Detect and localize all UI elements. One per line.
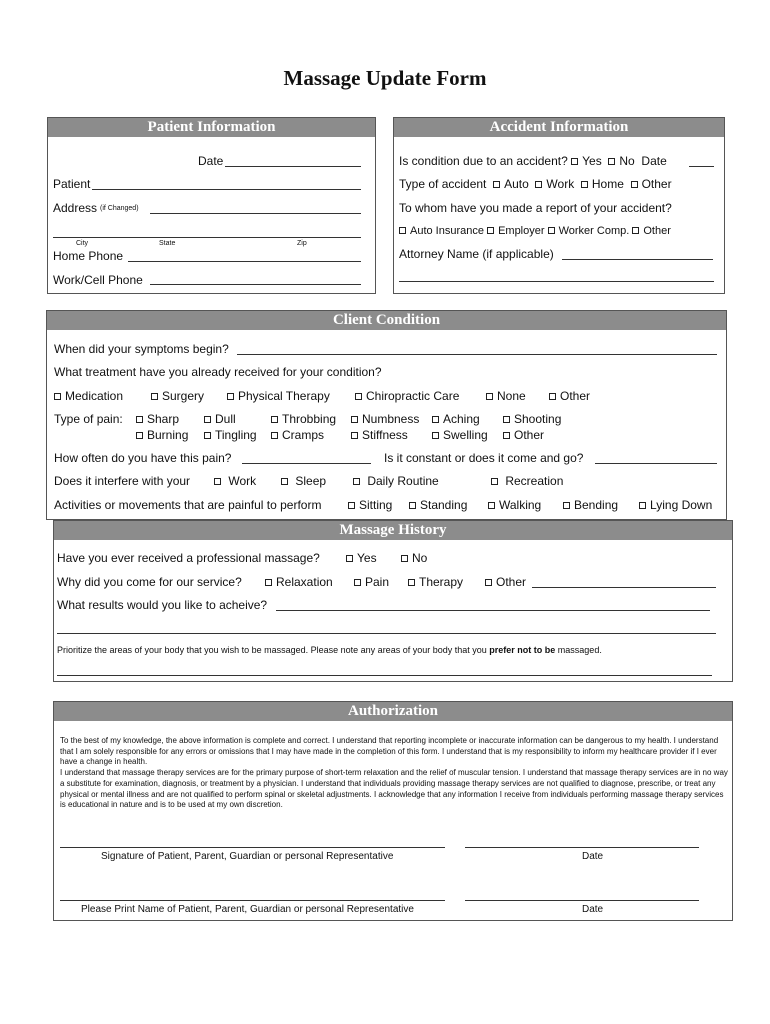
interfere-recreation: Recreation <box>491 474 563 488</box>
print-name-date-field[interactable] <box>465 900 699 901</box>
other-accident-checkbox[interactable] <box>631 181 638 188</box>
authorization-section <box>53 701 733 921</box>
sharp-checkbox[interactable] <box>136 416 143 423</box>
pain-throbbing: Throbbing <box>271 412 336 426</box>
treatment-physical-therapy: Physical Therapy <box>227 389 330 403</box>
results-label: What results would you like to acheive? <box>57 598 268 612</box>
massage-history-section <box>53 520 733 682</box>
accident-date-field[interactable] <box>689 166 714 167</box>
address-note: (if Changed) <box>100 205 139 212</box>
physical-therapy-checkbox[interactable] <box>227 393 234 400</box>
pain-reason-checkbox[interactable] <box>354 579 361 586</box>
report-options-row: Auto Insurance Employer Worker Comp. Other <box>399 224 671 238</box>
sitting-checkbox[interactable] <box>348 502 355 509</box>
pain-type-label: Type of pain: <box>54 412 123 426</box>
date-label: Date <box>198 154 224 168</box>
shooting-checkbox[interactable] <box>503 416 510 423</box>
home-phone-label: Home Phone <box>53 249 124 263</box>
yes-checkbox[interactable] <box>571 158 578 165</box>
activity-sitting: Sitting <box>348 498 392 512</box>
treatment-surgery: Surgery <box>151 389 204 403</box>
date-field[interactable] <box>225 166 361 167</box>
how-often-label: How often do you have this pain? <box>54 451 232 465</box>
authorization-paragraph-2: I understand that massage therapy services are for the primary purpose of short-term relaxation and the relief of muscular tension. I understand that massage therapy services are in no way a substitute for examination, diagnosis, or treatment by a physician. I understand that individuals providing massage therapy services are not qualified to diagnose, prescribe, or treat any physical or mental illness and are not qualified to perform spinal or skeletal adjustments. I acknowledge that any information I receive from individuals performing massage therapy services is educational in nature and is to be used at my own discretion. <box>60 768 728 810</box>
pain-shooting: Shooting <box>503 412 561 426</box>
no-checkbox[interactable] <box>608 158 615 165</box>
therapy-checkbox[interactable] <box>408 579 415 586</box>
why-therapy: Therapy <box>408 575 463 589</box>
other-report-checkbox[interactable] <box>632 227 639 234</box>
relaxation-checkbox[interactable] <box>265 579 272 586</box>
work-checkbox[interactable] <box>535 181 542 188</box>
medication-checkbox[interactable] <box>54 393 61 400</box>
cramps-checkbox[interactable] <box>271 432 278 439</box>
surgery-checkbox[interactable] <box>151 393 158 400</box>
pain-aching: Aching <box>432 412 480 426</box>
print-name-label: Please Print Name of Patient, Parent, Guardian or personal Representative <box>81 904 414 915</box>
treatment-label: What treatment have you already received for your condition? <box>54 365 382 379</box>
pain-other: Other <box>503 428 544 442</box>
report-question: To whom have you made a report of your accident? <box>399 201 672 215</box>
symptoms-field[interactable] <box>237 354 717 355</box>
tingling-checkbox[interactable] <box>204 432 211 439</box>
results-field-line2[interactable] <box>57 633 716 634</box>
other-treatment-checkbox[interactable] <box>549 393 556 400</box>
interfere-sleep-checkbox[interactable] <box>281 478 288 485</box>
attorney-label: Attorney Name (if applicable) <box>399 247 554 261</box>
activity-walking: Walking <box>488 498 541 512</box>
received-yes-checkbox[interactable] <box>346 555 353 562</box>
print-name-date-label: Date <box>582 904 604 915</box>
work-phone-field[interactable] <box>150 284 361 285</box>
why-other: Other <box>485 575 526 589</box>
swelling-checkbox[interactable] <box>432 432 439 439</box>
constant-label: Is it constant or does it come and go? <box>384 451 584 465</box>
pain-stiffness: Stiffness <box>351 428 408 442</box>
symptoms-label: When did your symptoms begin? <box>54 342 229 356</box>
treatment-other: Other <box>549 389 590 403</box>
pain-swelling: Swelling <box>432 428 488 442</box>
address-field[interactable] <box>150 213 361 214</box>
pain-dull: Dull <box>204 412 236 426</box>
signature-date-label: Date <box>582 851 604 862</box>
patient-information-section <box>47 117 376 294</box>
interfere-label: Does it interfere with your <box>54 474 191 488</box>
walking-checkbox[interactable] <box>488 502 495 509</box>
pain-numbness: Numbness <box>351 412 419 426</box>
results-field[interactable] <box>276 610 710 611</box>
why-other-field[interactable] <box>532 587 716 588</box>
attorney-field[interactable] <box>562 259 713 260</box>
patient-information-header: Patient Information <box>48 118 375 137</box>
why-pain: Pain <box>354 575 389 589</box>
authorization-paragraph-1: To the best of my knowledge, the above information is complete and correct. I understand that reporting incomplete or inaccurate information can be dangerous to my health. I understand that I am solely responsible for any errors or omissions that I may have made in the completion of this form. I understand that is my responsibility to inform my healthcare provider if I ever have a change in health. <box>60 736 719 767</box>
signature-field[interactable] <box>60 847 445 848</box>
city-label: City <box>76 240 89 247</box>
zip-label: Zip <box>297 240 307 247</box>
treatment-none: None <box>486 389 526 403</box>
stiffness-checkbox[interactable] <box>351 432 358 439</box>
treatment-chiropractic: Chiropractic Care <box>355 389 459 403</box>
activity-lying-down: Lying Down <box>639 498 712 512</box>
prioritize-field[interactable] <box>57 675 712 676</box>
interfere-recreation-checkbox[interactable] <box>491 478 498 485</box>
received-no: No <box>401 551 427 565</box>
why-label: Why did you come for our service? <box>57 575 242 589</box>
dull-checkbox[interactable] <box>204 416 211 423</box>
authorization-header: Authorization <box>54 702 732 721</box>
treatment-medication: Medication <box>54 389 123 403</box>
burning-checkbox[interactable] <box>136 432 143 439</box>
pain-tingling: Tingling <box>204 428 257 442</box>
accident-information-header: Accident Information <box>394 118 724 137</box>
workers-comp-checkbox[interactable] <box>548 227 555 234</box>
interfere-daily-routine: Daily Routine <box>353 474 439 488</box>
received-no-checkbox[interactable] <box>401 555 408 562</box>
type-of-accident-row: Type of accident Auto Work Home Other <box>399 177 672 191</box>
activity-bending: Bending <box>563 498 618 512</box>
interfere-work-checkbox[interactable] <box>214 478 221 485</box>
bending-checkbox[interactable] <box>563 502 570 509</box>
activity-standing: Standing <box>409 498 467 512</box>
interfere-work: Work <box>214 474 256 488</box>
work-phone-label: Work/Cell Phone <box>53 273 143 287</box>
authorization-text <box>60 736 728 811</box>
auto-checkbox[interactable] <box>493 181 500 188</box>
auto-insurance-checkbox[interactable] <box>399 227 406 234</box>
massage-history-header: Massage History <box>54 521 732 540</box>
interfere-sleep: Sleep <box>281 474 326 488</box>
address-label: Address <box>53 201 98 215</box>
none-checkbox[interactable] <box>486 393 493 400</box>
interfere-daily-routine-checkbox[interactable] <box>353 478 360 485</box>
client-condition-section <box>46 310 727 520</box>
chiropractic-checkbox[interactable] <box>355 393 362 400</box>
home-phone-field[interactable] <box>128 261 361 262</box>
other-pain-checkbox[interactable] <box>503 432 510 439</box>
patient-name-field[interactable] <box>92 189 361 190</box>
received-massage-label: Have you ever received a professional massage? <box>57 551 320 565</box>
attorney-field-line2[interactable] <box>399 281 714 282</box>
pain-cramps: Cramps <box>271 428 324 442</box>
activities-label: Activities or movements that are painful to perform <box>54 498 322 512</box>
aching-checkbox[interactable] <box>432 416 439 423</box>
signature-date-field[interactable] <box>465 847 699 848</box>
accident-information-section <box>393 117 725 294</box>
employer-checkbox[interactable] <box>487 227 494 234</box>
how-often-field[interactable] <box>242 463 371 464</box>
accident-question: Is condition due to an accident? Yes No Date <box>399 154 667 168</box>
form-title: Massage Update Form <box>283 66 487 90</box>
city-state-zip-field[interactable] <box>53 237 361 238</box>
constant-field[interactable] <box>595 463 717 464</box>
client-condition-header: Client Condition <box>47 311 726 330</box>
throbbing-checkbox[interactable] <box>271 416 278 423</box>
numbness-checkbox[interactable] <box>351 416 358 423</box>
lying-down-checkbox[interactable] <box>639 502 646 509</box>
home-checkbox[interactable] <box>581 181 588 188</box>
patient-label: Patient <box>53 177 91 191</box>
pain-burning: Burning <box>136 428 188 442</box>
pain-sharp: Sharp <box>136 412 179 426</box>
standing-checkbox[interactable] <box>409 502 416 509</box>
state-label: State <box>159 240 176 247</box>
other-reason-checkbox[interactable] <box>485 579 492 586</box>
received-yes: Yes <box>346 551 377 565</box>
signature-label: Signature of Patient, Parent, Guardian or personal Representative <box>101 851 394 862</box>
prioritize-text: Prioritize the areas of your body that you wish to be massaged. Please note any areas of your body that you prefer not to be massaged. <box>57 645 602 655</box>
print-name-field[interactable] <box>60 900 445 901</box>
why-relaxation: Relaxation <box>265 575 333 589</box>
